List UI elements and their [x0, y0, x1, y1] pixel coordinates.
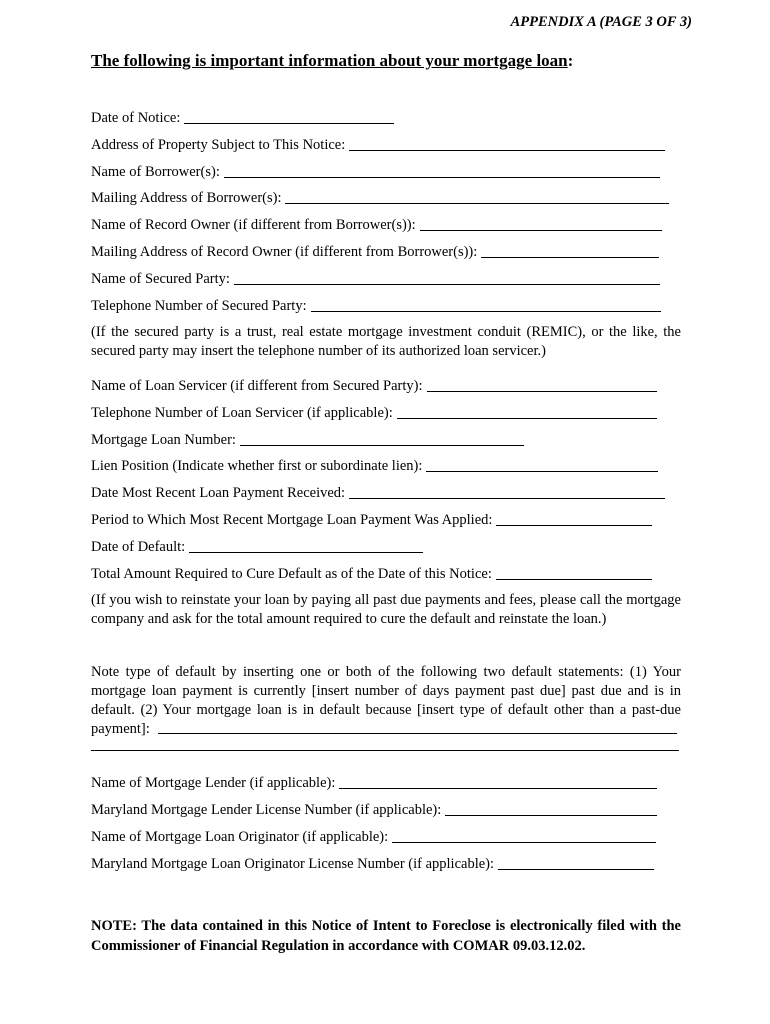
originator-license-number-blank[interactable] — [498, 856, 654, 870]
lender-license-number-blank[interactable] — [445, 802, 657, 816]
reinstate-note: (If you wish to reinstate your loan by paying all past due payments and fees, please call the mortgage company and ask for the total amount required to cure the default and reinstate the loan.) — [91, 592, 681, 627]
secured-party-phone-field — [91, 298, 661, 315]
mortgage-loan-number-field — [91, 432, 524, 449]
secured-party-name-blank[interactable] — [234, 271, 660, 285]
field-label: Name of Mortgage Loan Originator (if applicable): — [91, 829, 389, 845]
cure-amount-blank[interactable] — [496, 566, 652, 580]
borrower-name-blank[interactable] — [224, 164, 660, 178]
footer-note: NOTE: The data contained in this Notice of Intent to Foreclose is electronically filed with the Commissioner of Financial Regulation in accordance with COMAR 09.03.12.02. — [91, 918, 681, 954]
secured-party-note: (If the secured party is a trust, real estate mortgage investment conduit (REMIC), or the like, the secured party may insert the telephone number of its authorized loan servicer.) — [91, 324, 681, 359]
loan-originator-name-blank[interactable] — [392, 829, 656, 843]
loan-servicer-name-field — [91, 378, 657, 395]
record-owner-name-blank[interactable] — [420, 217, 662, 231]
field-label: Total Amount Required to Cure Default as of the Date of this Notice: — [91, 566, 492, 582]
default-statement: Note type of default by inserting one or both of the following two default statements: (1) Your mortgage loan payment is currently [insert number of days payment past due] past due and is in default. (2) Your mortgage loan is in default because [insert type of default other than a past-due payment]: — [91, 664, 681, 737]
field-label: Name of Secured Party: — [91, 271, 230, 287]
field-label: Mortgage Loan Number: — [91, 432, 236, 448]
borrower-mailing-address-field — [91, 190, 669, 207]
lien-position-blank[interactable] — [426, 458, 658, 472]
mortgage-loan-number-blank[interactable] — [240, 432, 524, 446]
record-owner-mailing-address-field — [91, 244, 659, 261]
date-of-default-field — [91, 539, 423, 556]
default-statement-blank-2[interactable] — [91, 750, 679, 751]
field-label: Date Most Recent Loan Payment Received: — [91, 485, 346, 501]
field-label: Date of Notice: — [91, 110, 181, 126]
field-label: Maryland Mortgage Lender License Number (if applicable): — [91, 802, 442, 818]
field-label: Name of Mortgage Lender (if applicable): — [91, 775, 336, 791]
field-label: Address of Property Subject to This Notice: — [91, 137, 346, 153]
field-label: Name of Loan Servicer (if different from Secured Party): — [91, 378, 423, 394]
loan-servicer-phone-blank[interactable] — [397, 405, 657, 419]
lender-license-number-field — [91, 802, 657, 819]
property-address-field — [91, 137, 665, 154]
page-title — [91, 51, 573, 71]
field-label: Date of Default: — [91, 539, 186, 555]
field-label: Period to Which Most Recent Mortgage Loan Payment Was Applied: — [91, 512, 493, 528]
field-label: Telephone Number of Loan Servicer (if applicable): — [91, 405, 393, 421]
field-label: Telephone Number of Secured Party: — [91, 298, 307, 314]
date-of-default-blank[interactable] — [189, 539, 423, 553]
record-owner-name-field — [91, 217, 662, 234]
loan-servicer-phone-field — [91, 405, 657, 422]
record-owner-mailing-address-blank[interactable] — [481, 244, 659, 258]
borrower-mailing-address-blank[interactable] — [285, 190, 669, 204]
field-label: Name of Borrower(s): — [91, 164, 220, 180]
page-title-text: The following is important information about your mortgage loan — [91, 51, 568, 70]
loan-originator-name-field — [91, 829, 656, 846]
page-title-colon: : — [567, 51, 574, 70]
secured-party-phone-blank[interactable] — [311, 298, 661, 312]
mortgage-lender-name-field — [91, 775, 657, 792]
payment-period-blank[interactable] — [496, 512, 652, 526]
lien-position-field — [91, 458, 658, 475]
date-of-notice-blank[interactable] — [184, 110, 394, 124]
field-label: Mailing Address of Record Owner (if different from Borrower(s)): — [91, 244, 478, 260]
loan-servicer-name-blank[interactable] — [427, 378, 657, 392]
date-of-notice-field — [91, 110, 394, 127]
recent-payment-date-field — [91, 485, 665, 502]
field-label: Lien Position (Indicate whether first or subordinate lien): — [91, 458, 423, 474]
secured-party-name-field — [91, 271, 660, 288]
originator-license-number-field — [91, 856, 654, 873]
field-label: Name of Record Owner (if different from Borrower(s)): — [91, 217, 416, 233]
appendix-label: APPENDIX A (PAGE 3 OF 3) — [510, 14, 692, 30]
default-statement-blank-1[interactable] — [158, 733, 677, 734]
mortgage-lender-name-blank[interactable] — [339, 775, 657, 789]
field-label: Maryland Mortgage Loan Originator License Number (if applicable): — [91, 856, 495, 872]
cure-amount-field — [91, 566, 652, 583]
recent-payment-date-blank[interactable] — [349, 485, 665, 499]
payment-period-field — [91, 512, 652, 529]
field-label: Mailing Address of Borrower(s): — [91, 190, 282, 206]
property-address-blank[interactable] — [349, 137, 665, 151]
borrower-name-field — [91, 164, 660, 181]
